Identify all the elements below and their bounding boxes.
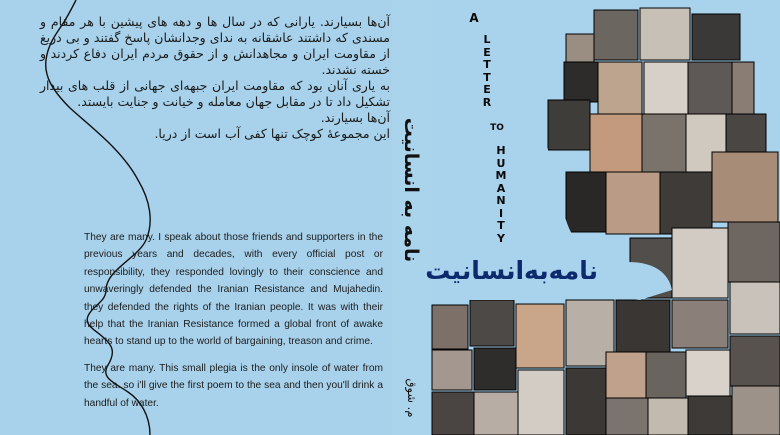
portrait-tile xyxy=(688,62,732,114)
title-letter-a: A xyxy=(469,11,479,25)
title-word-humanity: H U M A N I T Y xyxy=(495,144,507,245)
portrait-tile xyxy=(518,370,564,435)
portrait-tile xyxy=(548,100,590,150)
portrait-tile xyxy=(730,282,780,334)
portrait-tile xyxy=(606,172,660,234)
spine-author: م. شوق xyxy=(405,378,419,417)
english-paragraph: They are many. I speak about those friends and supporters in the previous years and decades, with every official post or responsibility, they responded lovingly to their conscience and unwaveringly defended the Iranian Resistance and Mujahedin. they defended the rights of the Iranian people. It was with their help that the Iranian Resistance formed a global front of awake hearts to stand up to the world of bargaining, treason and crime. xyxy=(84,232,383,348)
portrait-tile xyxy=(616,300,670,352)
spine-title: نامه به انسانیت xyxy=(400,117,422,263)
portrait-tile xyxy=(692,14,740,60)
portrait-tile xyxy=(594,10,638,60)
portrait-tile xyxy=(566,368,606,435)
portrait-tile xyxy=(686,350,730,396)
portrait-tile xyxy=(474,348,516,390)
title-word-letter: L E T T E R xyxy=(482,33,492,109)
portrait-tile xyxy=(732,386,780,435)
persian-paragraph: آن‌ها بسیارند. xyxy=(320,110,390,125)
portrait-tile xyxy=(648,398,688,435)
portrait-tile xyxy=(564,62,598,102)
portrait-tile xyxy=(606,398,648,435)
portrait-tile xyxy=(644,62,688,114)
portrait-tile xyxy=(432,392,474,435)
portrait-tile xyxy=(688,396,732,435)
portrait-tile xyxy=(432,305,468,349)
portrait-tile xyxy=(672,300,728,348)
persian-paragraph: به یاری آنان بود که مقاومت ایران جبهه‌ای جهانی از قلب های بیدار تشکیل داد تا در مقابل جهان معامله و خیانت و جنایت بایستد. xyxy=(40,78,390,109)
portrait-tile xyxy=(640,8,690,60)
portrait-tile xyxy=(732,62,754,114)
portrait-tile xyxy=(642,114,686,172)
portrait-tile xyxy=(728,222,780,282)
portrait-tile xyxy=(712,152,778,222)
persian-paragraph: آن‌ها بسیارند. یارانی که در سال ها و دهه های پیشین با هر مقام و مسندی که داشتند عاشقانه به ندای وجدانشان پاسخ گفتند و بی دریغ از مقاومت ایران و مجاهدانش و از حقوق مردم ایران دفاع کردند و خسته نشدند. xyxy=(40,14,390,77)
portrait-tile xyxy=(660,172,712,234)
portrait-tile xyxy=(646,352,686,398)
title-word-to: TO xyxy=(490,123,504,133)
persian-paragraph: این مجموعهٔ کوچک تنها کفی آب است از دریا. xyxy=(154,126,390,141)
portrait-tile xyxy=(566,172,606,232)
portrait-tile xyxy=(470,300,514,346)
portrait-tile xyxy=(606,352,646,398)
portrait-tile xyxy=(474,392,518,435)
portrait-tile xyxy=(730,336,780,386)
portrait-tile xyxy=(672,228,728,298)
portrait-tile xyxy=(516,304,564,368)
english-paragraph: They are many. This small plegia is the only insole of water from the sea. so i'll give the first poem to the sea and then you'll drink a handful of water. xyxy=(84,362,383,409)
portrait-tile xyxy=(598,62,642,114)
portrait-tile xyxy=(432,350,472,390)
portrait-tile xyxy=(590,114,642,172)
front-title-persian: نامه‌به‌انسانیت xyxy=(425,256,598,285)
